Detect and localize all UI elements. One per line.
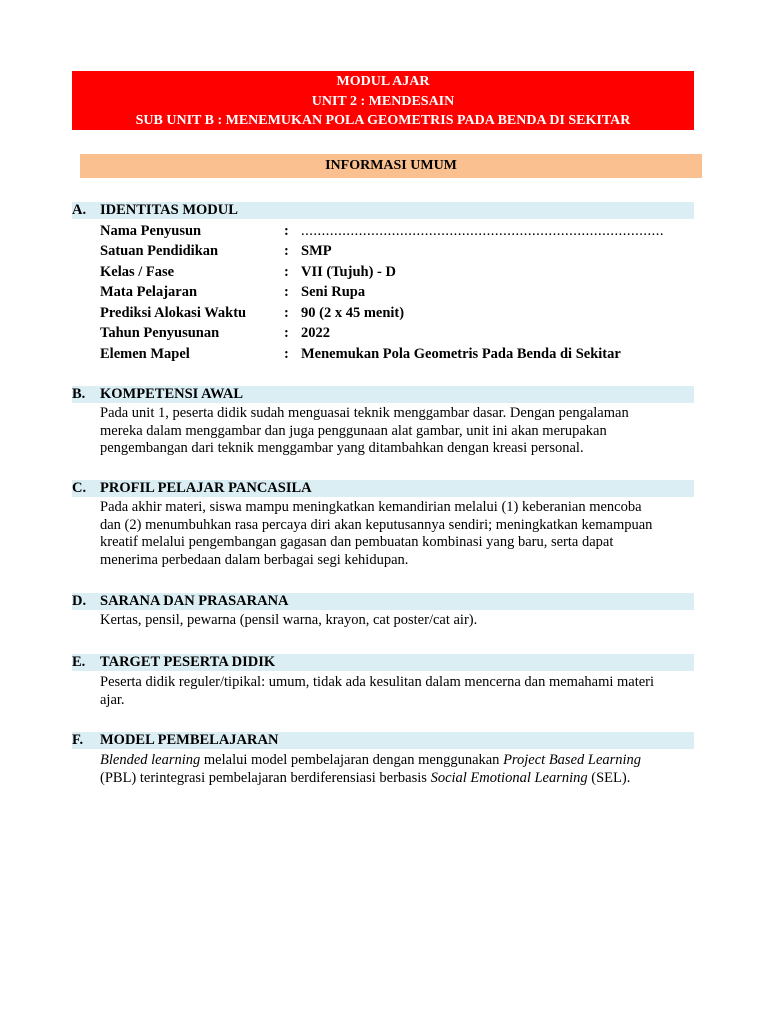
section-letter: C. — [72, 480, 87, 496]
identity-colon: : — [284, 305, 289, 321]
identity-colon: : — [284, 223, 289, 239]
paragraph-line: dan (2) menumbuhkan rasa percaya diri akan keputusannya sendiri; meningkatkan kemampuan — [100, 516, 653, 533]
section-letter: E. — [72, 654, 86, 670]
paragraph-line: Pada unit 1, peserta didik sudah menguasai teknik menggambar dasar. Dengan pengalaman — [100, 405, 629, 421]
identity-label: Nama Penyusun — [100, 223, 202, 239]
paragraph-line: menerima perbedaan dalam berbagai segi kehidupan. — [100, 551, 409, 568]
banner-line-module: MODUL AJAR — [336, 74, 430, 89]
identity-label: Mata Pelajaran — [100, 284, 198, 300]
identity-value: Seni Rupa — [301, 284, 366, 300]
italic-term: Blended learning — [100, 752, 201, 768]
section-title: MODEL PEMBELAJARAN — [100, 732, 279, 748]
italic-term: Social Emotional Learning — [430, 769, 588, 786]
section-c-paragraph — [100, 499, 700, 569]
italic-term: Project Based Learning — [503, 752, 642, 768]
section-letter: F. — [72, 732, 84, 748]
identity-colon: : — [284, 346, 289, 362]
section-letter: A. — [72, 202, 87, 218]
plain-text: (SEL). — [587, 769, 631, 786]
paragraph-line: pengembangan dari teknik menggambar yang ditambahkan dengan kreasi personal. — [100, 440, 584, 456]
identity-colon: : — [284, 243, 289, 259]
section-b-paragraph — [100, 405, 700, 458]
identity-value: VII (Tujuh) - D — [301, 264, 396, 280]
section-title: IDENTITAS MODUL — [100, 202, 238, 218]
section-a-header — [72, 202, 694, 219]
section-letter: D. — [72, 593, 87, 609]
identity-label: Prediksi Alokasi Waktu — [100, 305, 247, 321]
section-title: KOMPETENSI AWAL — [100, 386, 244, 402]
identity-label: Satuan Pendidikan — [100, 243, 219, 259]
paragraph-line: mereka dalam menggambar dan juga penggunaan alat gambar, unit ini akan merupakan — [100, 422, 607, 439]
plain-text: (PBL) terintegrasi pembelajaran berdiferensiasi berbasis — [100, 769, 431, 786]
paragraph-line: Peserta didik reguler/tipikal: umum, tidak ada kesulitan dalam mencerna dan memahami materi — [100, 674, 655, 690]
banner-line-subunit: SUB UNIT B : MENEMUKAN POLA GEOMETRIS PADA BENDA DI SEKITAR — [135, 113, 631, 128]
section-title: PROFIL PELAJAR PANCASILA — [100, 480, 312, 496]
identity-value: SMP — [301, 243, 332, 259]
identity-value: Menemukan Pola Geometris Pada Benda di Sekitar — [301, 346, 621, 362]
general-info-header: INFORMASI UMUM — [80, 154, 702, 178]
identity-value: 2022 — [301, 325, 330, 341]
identity-row-author — [100, 221, 694, 241]
identity-colon: : — [284, 264, 289, 280]
identity-colon: : — [284, 284, 289, 300]
identity-row-class — [100, 262, 694, 282]
identity-row-subject — [100, 282, 694, 302]
section-title: SARANA DAN PRASARANA — [100, 593, 289, 609]
identity-label: Tahun Penyusunan — [100, 325, 220, 341]
identity-label: Kelas / Fase — [100, 264, 175, 280]
plain-text: melalui model pembelajaran dengan menggunakan — [200, 752, 504, 768]
identity-label: Elemen Mapel — [100, 346, 190, 362]
section-e-paragraph — [100, 674, 700, 709]
section-f-header — [72, 732, 694, 749]
identity-colon: : — [284, 325, 289, 341]
identity-value: 90 (2 x 45 menit) — [301, 305, 405, 321]
paragraph-line — [100, 752, 700, 770]
module-title-banner — [72, 71, 694, 130]
paragraph-line: Pada akhir materi, siswa mampu meningkatkan kemandirian melalui (1) keberanian mencoba — [100, 499, 642, 515]
banner-line-unit: UNIT 2 : MENDESAIN — [311, 93, 455, 109]
identity-row-time — [100, 303, 694, 323]
section-d-paragraph — [100, 612, 700, 630]
section-e-header — [72, 654, 694, 671]
identity-value: ........................................................................................ — [301, 223, 664, 239]
section-d-header — [72, 593, 694, 610]
section-title: TARGET PESERTA DIDIK — [100, 654, 276, 670]
paragraph-line: Kertas, pensil, pewarna (pensil warna, krayon, cat poster/cat air). — [100, 612, 478, 628]
identity-row-element — [100, 344, 694, 364]
identity-row-year — [100, 323, 694, 343]
section-f-paragraph — [100, 752, 700, 787]
paragraph-line: kreatif melalui pengembangan gagasan dan pembuatan kombinasi yang baru, serta dapat — [100, 534, 614, 550]
identity-row-school — [100, 241, 694, 261]
paragraph-line: ajar. — [100, 691, 125, 708]
section-b-header — [72, 386, 694, 403]
section-c-header — [72, 480, 694, 497]
paragraph-line — [100, 770, 700, 788]
section-letter: B. — [72, 386, 86, 402]
